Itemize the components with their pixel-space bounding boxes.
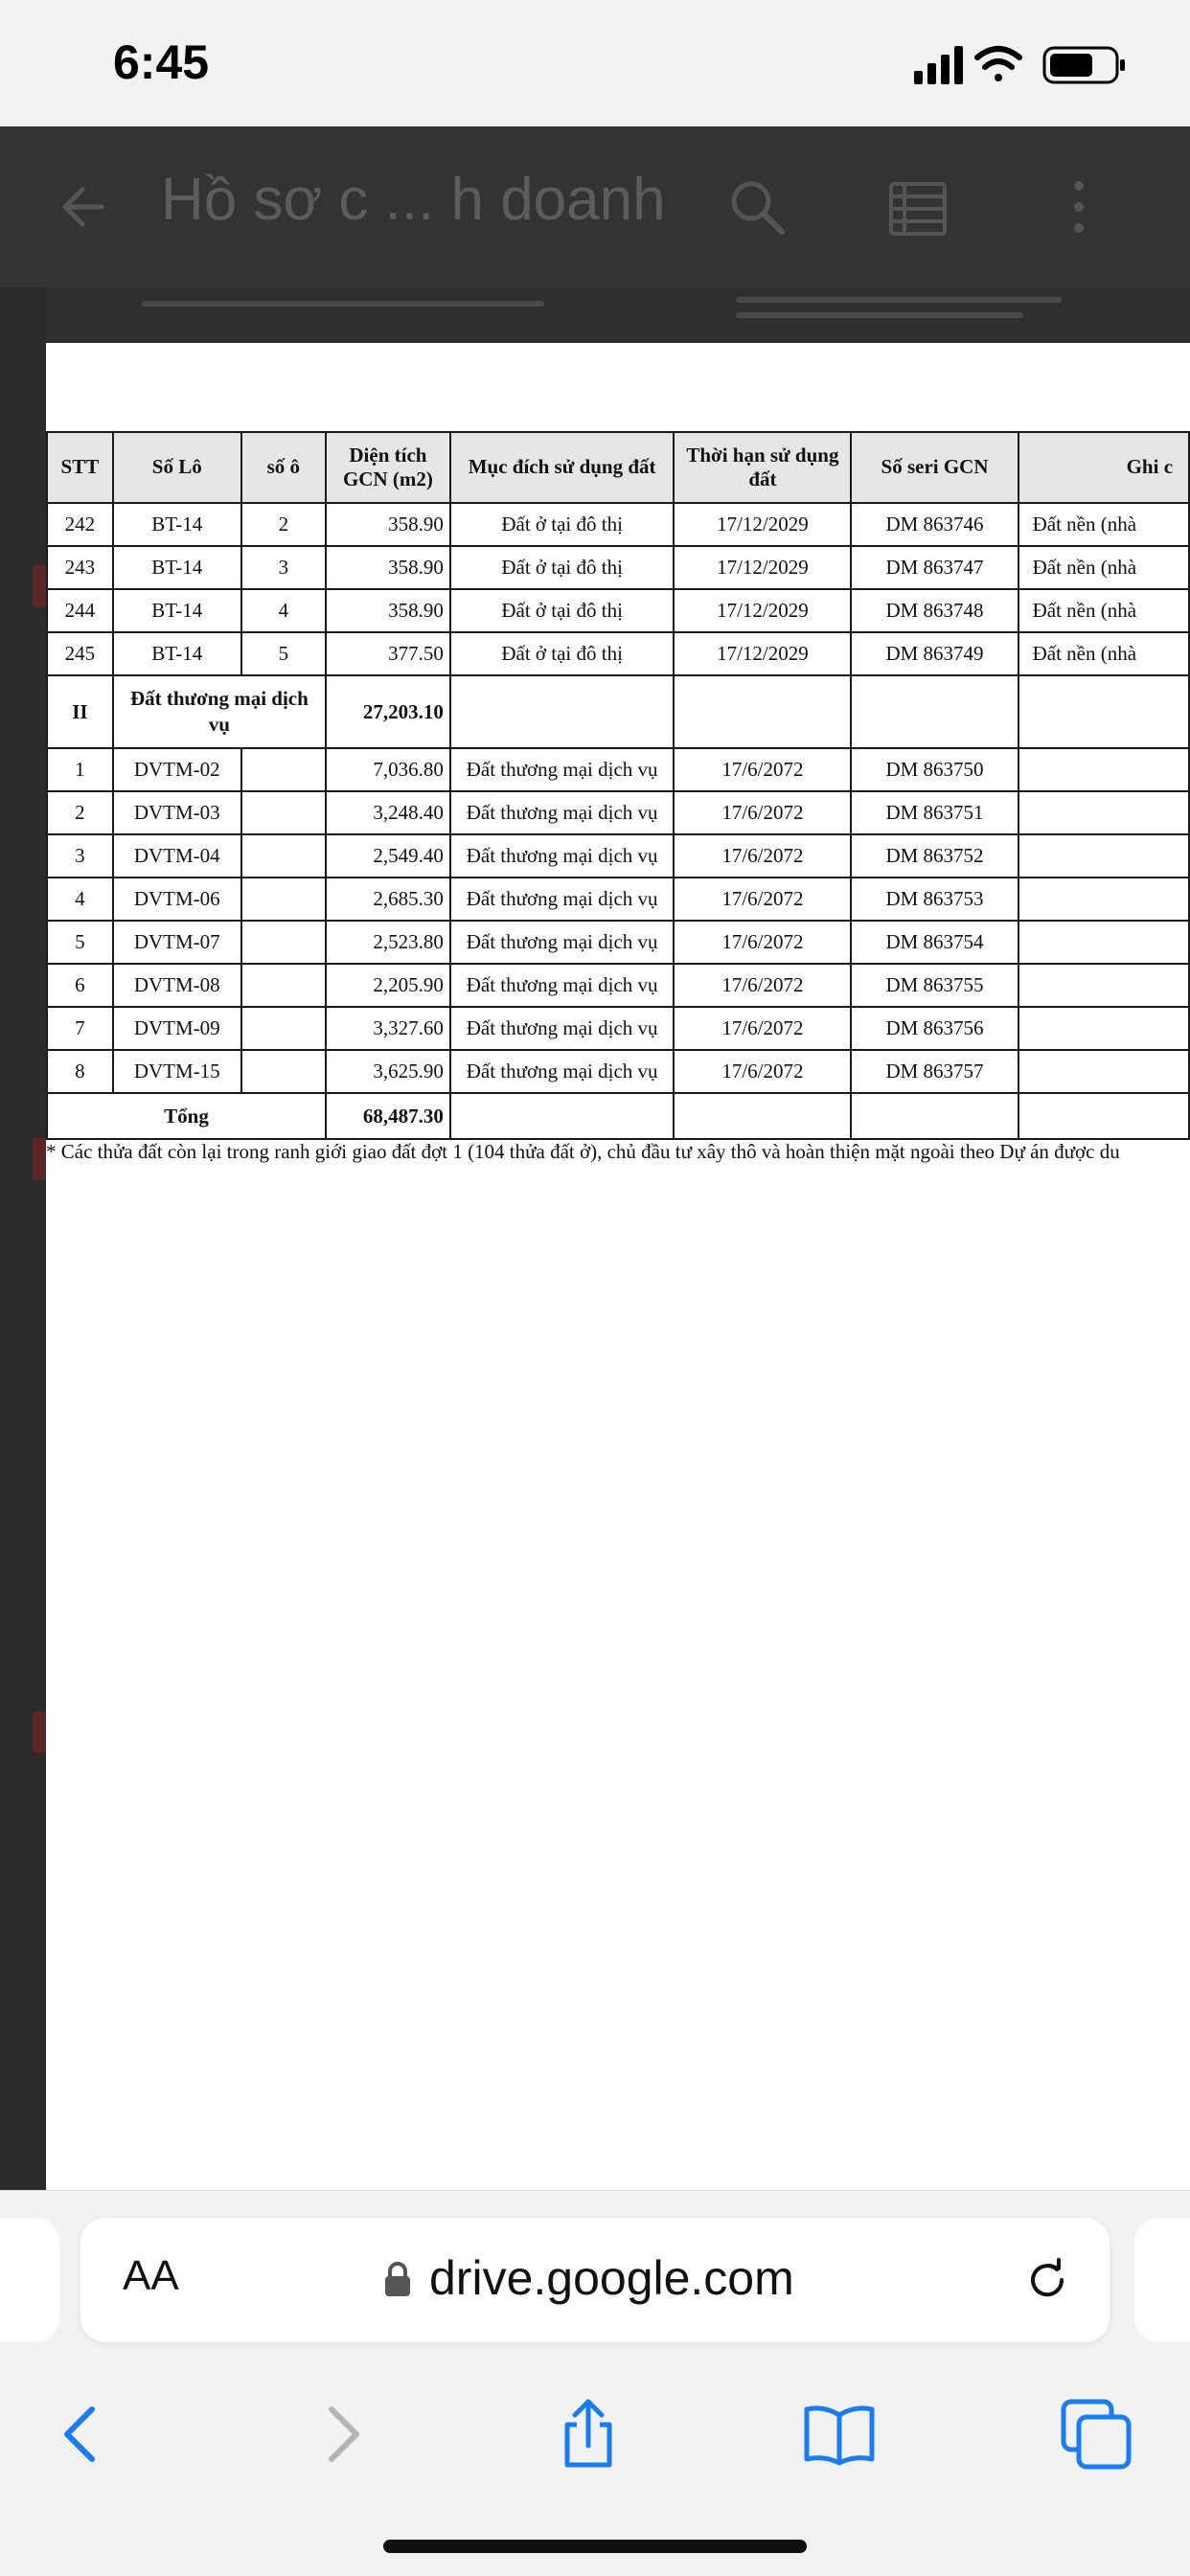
cell-stt: 7 xyxy=(47,1007,113,1050)
cell-plot: 4 xyxy=(241,589,326,632)
table-row xyxy=(47,632,1189,675)
table-row xyxy=(47,878,1189,921)
address-bar[interactable] xyxy=(80,2218,1110,2342)
cell-stt: 242 xyxy=(47,503,113,546)
section-name: Đất thương mại dịch vụ xyxy=(113,675,326,748)
cell-purpose: Đất thương mại dịch vụ xyxy=(450,921,675,964)
cell-plot: 5 xyxy=(241,632,326,675)
more-vertical-icon[interactable] xyxy=(1064,176,1094,238)
header-term: Thời hạn sử dụng đất xyxy=(674,432,851,503)
cell-empty xyxy=(450,1093,675,1139)
header-area: Diện tích GCN (m2) xyxy=(326,432,450,503)
cell-note: Đất nền (nhà xyxy=(1018,546,1189,589)
cell-purpose: Đất thương mại dịch vụ xyxy=(450,791,675,834)
bookmarks-icon[interactable] xyxy=(801,2396,878,2473)
next-tab-peek[interactable] xyxy=(1134,2218,1190,2342)
cell-serial: DM 863749 xyxy=(851,632,1018,675)
cell-stt: 3 xyxy=(47,834,113,878)
cell-term: 17/6/2072 xyxy=(674,834,851,878)
header-note: Ghi c xyxy=(1018,432,1189,503)
cell-empty xyxy=(450,675,675,748)
cell-term: 17/6/2072 xyxy=(674,1007,851,1050)
cell-purpose: Đất ở tại đô thị xyxy=(450,503,675,546)
cell-area: 358.90 xyxy=(326,503,450,546)
cell-serial: DM 863748 xyxy=(851,589,1018,632)
cell-stt: 5 xyxy=(47,921,113,964)
cell-stt: 6 xyxy=(47,964,113,1007)
cell-term: 17/12/2029 xyxy=(674,589,851,632)
cell-note xyxy=(1018,964,1189,1007)
cell-term: 17/6/2072 xyxy=(674,791,851,834)
cell-stt: 244 xyxy=(47,589,113,632)
page-marker xyxy=(33,565,46,607)
header-plot: số ô xyxy=(241,432,326,503)
cell-empty xyxy=(1018,675,1189,748)
lock-icon xyxy=(383,2260,412,2298)
header-serial: Số seri GCN xyxy=(851,432,1018,503)
cell-plot xyxy=(241,878,326,921)
cell-plot xyxy=(241,748,326,791)
cell-stt: 243 xyxy=(47,546,113,589)
previous-tab-peek[interactable] xyxy=(0,2218,59,2342)
cell-area: 358.90 xyxy=(326,589,450,632)
reader-aa-button[interactable]: AA xyxy=(123,2252,179,2299)
browser-bottom-bar xyxy=(0,2190,1190,2576)
status-time: 6:45 xyxy=(113,35,210,89)
document-title: Hồ sơ c ... h doanh xyxy=(161,167,666,233)
table-row xyxy=(47,1007,1189,1050)
cell-term: 17/6/2072 xyxy=(674,878,851,921)
table-row xyxy=(47,791,1189,834)
table-row xyxy=(47,834,1189,878)
cell-purpose: Đất thương mại dịch vụ xyxy=(450,748,675,791)
cell-lot: DVTM-07 xyxy=(113,921,241,964)
header-lot: Số Lô xyxy=(113,432,241,503)
table-row xyxy=(47,1050,1189,1093)
section-number: II xyxy=(47,675,113,748)
reload-icon[interactable] xyxy=(1023,2256,1071,2304)
cell-note xyxy=(1018,921,1189,964)
cell-term: 17/6/2072 xyxy=(674,921,851,964)
cell-purpose: Đất ở tại đô thị xyxy=(450,589,675,632)
back-arrow-icon[interactable] xyxy=(54,176,115,238)
status-icons xyxy=(914,44,1129,86)
cell-serial: DM 863753 xyxy=(851,878,1018,921)
previous-page-edge xyxy=(46,287,1190,343)
cell-area: 358.90 xyxy=(326,546,450,589)
cell-empty xyxy=(674,675,851,748)
cell-purpose: Đất thương mại dịch vụ xyxy=(450,1007,675,1050)
tabs-icon[interactable] xyxy=(1058,2396,1134,2473)
cell-area: 3,248.40 xyxy=(326,791,450,834)
cell-area: 2,549.40 xyxy=(326,834,450,878)
cell-lot: DVTM-03 xyxy=(113,791,241,834)
cell-area: 2,205.90 xyxy=(326,964,450,1007)
cell-purpose: Đất thương mại dịch vụ xyxy=(450,834,675,878)
cell-term: 17/12/2029 xyxy=(674,632,851,675)
cell-note xyxy=(1018,878,1189,921)
cellular-signal-icon xyxy=(914,46,963,84)
cell-note: Đất nền (nhà xyxy=(1018,503,1189,546)
cell-lot: DVTM-08 xyxy=(113,964,241,1007)
cell-term: 17/6/2072 xyxy=(674,748,851,791)
cell-area: 3,327.60 xyxy=(326,1007,450,1050)
cell-stt: 2 xyxy=(47,791,113,834)
cell-lot: BT-14 xyxy=(113,503,241,546)
cell-plot: 2 xyxy=(241,503,326,546)
total-label: Tổng xyxy=(47,1093,326,1139)
cell-lot: DVTM-02 xyxy=(113,748,241,791)
cell-lot: BT-14 xyxy=(113,589,241,632)
cell-note: Đất nền (nhà xyxy=(1018,632,1189,675)
browser-toolbar xyxy=(0,2377,1190,2501)
footnote: * Các thửa đất còn lại trong ranh giới giao đất đợt 1 (104 thửa đất ở), chủ đầu tư xây thô và hoàn thiện mặt ngoài theo Dự án được du xyxy=(46,1140,1120,1163)
status-bar xyxy=(0,0,1190,126)
cell-plot xyxy=(241,791,326,834)
battery-icon xyxy=(1044,48,1125,82)
list-view-icon[interactable] xyxy=(887,180,949,238)
total-row xyxy=(47,1093,1189,1139)
cell-note xyxy=(1018,1007,1189,1050)
cell-term: 17/6/2072 xyxy=(674,1050,851,1093)
cell-stt: 245 xyxy=(47,632,113,675)
cell-area: 2,685.30 xyxy=(326,878,450,921)
cell-purpose: Đất thương mại dịch vụ xyxy=(450,1050,675,1093)
cell-purpose: Đất ở tại đô thị xyxy=(450,546,675,589)
cell-purpose: Đất thương mại dịch vụ xyxy=(450,878,675,921)
wifi-icon xyxy=(977,49,1019,81)
cell-serial: DM 863750 xyxy=(851,748,1018,791)
share-icon[interactable] xyxy=(550,2396,627,2473)
cell-note: Đất nền (nhà xyxy=(1018,589,1189,632)
cell-area: 7,036.80 xyxy=(326,748,450,791)
land-table xyxy=(46,431,1190,1140)
page-marker xyxy=(33,1138,46,1180)
cell-serial: DM 863751 xyxy=(851,791,1018,834)
cell-plot xyxy=(241,1050,326,1093)
section-area: 27,203.10 xyxy=(326,675,450,748)
table-row xyxy=(47,921,1189,964)
cell-lot: DVTM-04 xyxy=(113,834,241,878)
cell-lot: BT-14 xyxy=(113,632,241,675)
cell-purpose: Đất ở tại đô thị xyxy=(450,632,675,675)
header-purpose: Mục đích sử dụng đất xyxy=(450,432,675,503)
cell-area: 3,625.90 xyxy=(326,1050,450,1093)
cell-lot: DVTM-15 xyxy=(113,1050,241,1093)
cell-lot: BT-14 xyxy=(113,546,241,589)
cell-plot xyxy=(241,964,326,1007)
cell-note xyxy=(1018,1050,1189,1093)
section-row xyxy=(47,675,1189,748)
cell-serial: DM 863756 xyxy=(851,1007,1018,1050)
page-marker xyxy=(33,1711,46,1753)
cell-serial: DM 863755 xyxy=(851,964,1018,1007)
cell-plot xyxy=(241,1007,326,1050)
cell-serial: DM 863746 xyxy=(851,503,1018,546)
cell-stt: 1 xyxy=(47,748,113,791)
cell-area: 2,523.80 xyxy=(326,921,450,964)
search-icon[interactable] xyxy=(726,176,788,238)
total-area: 68,487.30 xyxy=(326,1093,450,1139)
table-row xyxy=(47,503,1189,546)
cell-plot xyxy=(241,921,326,964)
cell-serial: DM 863747 xyxy=(851,546,1018,589)
cell-empty xyxy=(851,675,1018,748)
cell-empty xyxy=(674,1093,851,1139)
document-page[interactable] xyxy=(46,343,1190,2192)
cell-term: 17/6/2072 xyxy=(674,964,851,1007)
cell-empty xyxy=(1018,1093,1189,1139)
cell-term: 17/12/2029 xyxy=(674,546,851,589)
table-row xyxy=(47,964,1189,1007)
cell-purpose: Đất thương mại dịch vụ xyxy=(450,964,675,1007)
home-indicator xyxy=(383,2540,807,2553)
cell-note xyxy=(1018,834,1189,878)
header-stt: STT xyxy=(47,432,113,503)
cell-empty xyxy=(851,1093,1018,1139)
cell-serial: DM 863752 xyxy=(851,834,1018,878)
chevron-left-icon[interactable] xyxy=(44,2396,121,2473)
cell-lot: DVTM-09 xyxy=(113,1007,241,1050)
cell-note xyxy=(1018,748,1189,791)
cell-term: 17/12/2029 xyxy=(674,503,851,546)
cell-serial: DM 863757 xyxy=(851,1050,1018,1093)
cell-plot: 3 xyxy=(241,546,326,589)
cell-stt: 8 xyxy=(47,1050,113,1093)
cell-plot xyxy=(241,834,326,878)
cell-note xyxy=(1018,791,1189,834)
cell-serial: DM 863754 xyxy=(851,921,1018,964)
url-text[interactable]: drive.google.com xyxy=(429,2251,794,2305)
table-row xyxy=(47,748,1189,791)
table-header-row xyxy=(47,432,1189,503)
table-row xyxy=(47,546,1189,589)
table-row xyxy=(47,589,1189,632)
cell-stt: 4 xyxy=(47,878,113,921)
cell-area: 377.50 xyxy=(326,632,450,675)
cell-lot: DVTM-06 xyxy=(113,878,241,921)
chevron-right-icon[interactable] xyxy=(303,2396,379,2473)
